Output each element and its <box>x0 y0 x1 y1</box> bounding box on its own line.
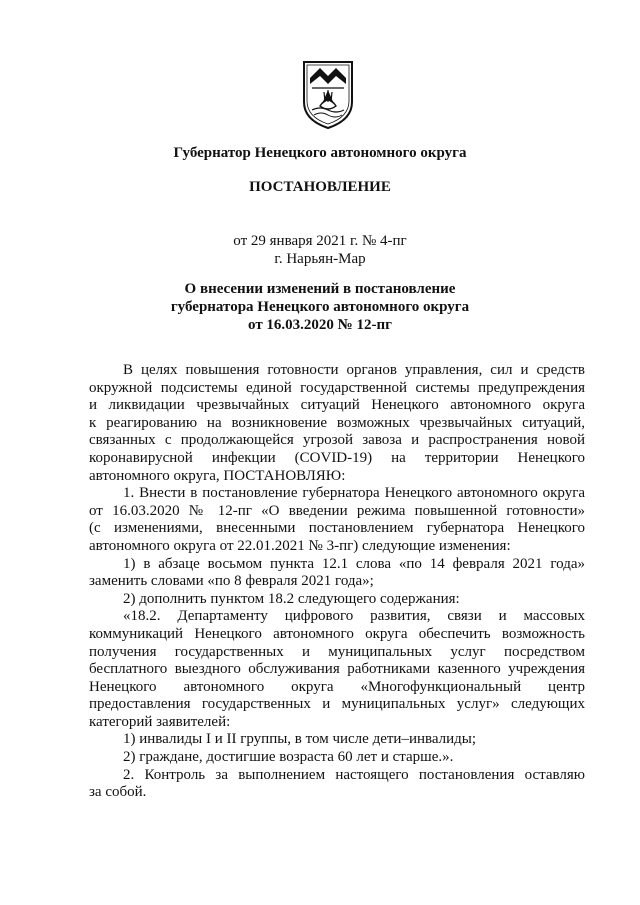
body-line: окружной подсистемы единой государственной системы предупреждения <box>89 379 585 396</box>
body-line: связанных с продолжающейся угрозой завоза и распространения новой <box>89 432 585 449</box>
document-city: г. Нарьян-Мар <box>274 251 366 267</box>
coat-of-arms-icon <box>298 56 358 130</box>
document-title-line-3: от 16.03.2020 № 12-пг <box>248 317 392 333</box>
document-title-line-1: О внесении изменений в постановление <box>184 281 456 297</box>
document-type: ПОСТАНОВЛЕНИЕ <box>249 179 391 195</box>
body-line: «18.2. Департаменту цифрового развития, связи и массовых <box>123 608 585 625</box>
body-line: 2) дополнить пунктом 18.2 следующего содержания: <box>123 590 460 607</box>
body-line: 1) в абзаце восьмом пункта 12.1 слова «по 14 февраля 2021 года» <box>123 555 585 572</box>
body-line: коронавирусной инфекции (COVID-19) на территории Ненецкого <box>89 449 585 466</box>
body-line: за собой. <box>89 784 147 801</box>
body-line: получения государственных и муниципальных услуг посредством <box>89 643 585 660</box>
body-line: 1) инвалиды I и II группы, в том числе дети–инвалиды; <box>123 731 477 748</box>
body-line: предоставления государственных и муниципальных услуг» следующих <box>89 696 585 713</box>
body-line: 2. Контроль за выполнением настоящего постановления оставляю <box>123 766 585 783</box>
body-line: автономного округа от 22.01.2021 № 3-пг) следующие изменения: <box>89 537 511 554</box>
body-line: к реагированию на возникновение возможных чрезвычайных ситуаций, <box>89 414 585 431</box>
body-line: заменить словами «по 8 февраля 2021 года»; <box>89 573 374 590</box>
body-line: Ненецкого автономного округа «Многофункциональный центр <box>89 678 585 695</box>
issuing-authority: Губернатор Ненецкого автономного округа <box>173 145 467 161</box>
body-line: категорий заявителей: <box>89 713 231 730</box>
body-line: и ликвидации чрезвычайных ситуаций Ненецкого автономного округа <box>89 397 585 414</box>
body-line: (с изменениями, внесенными постановлением губернатора Ненецкого <box>89 520 585 537</box>
body-line: коммуникаций Ненецкого автономного округа обеспечить возможность <box>89 625 585 642</box>
document-body <box>89 362 585 802</box>
body-line: бесплатного выездного обслуживания работниками казенного учреждения <box>89 661 585 678</box>
body-line: 1. Внести в постановление губернатора Ненецкого автономного округа <box>123 485 585 502</box>
body-line: В целях повышения готовности органов управления, сил и средств <box>123 362 585 378</box>
document-title-line-2: губернатора Ненецкого автономного округа <box>170 299 470 315</box>
body-line: автономного округа, ПОСТАНОВЛЯЮ: <box>89 467 346 484</box>
body-line: от 16.03.2020 № 12-пг «О введении режима повышенной готовности» <box>89 502 585 519</box>
document-date-number: от 29 января 2021 г. № 4-пг <box>233 233 407 249</box>
body-line: 2) граждане, достигшие возраста 60 лет и старше.». <box>123 749 454 766</box>
